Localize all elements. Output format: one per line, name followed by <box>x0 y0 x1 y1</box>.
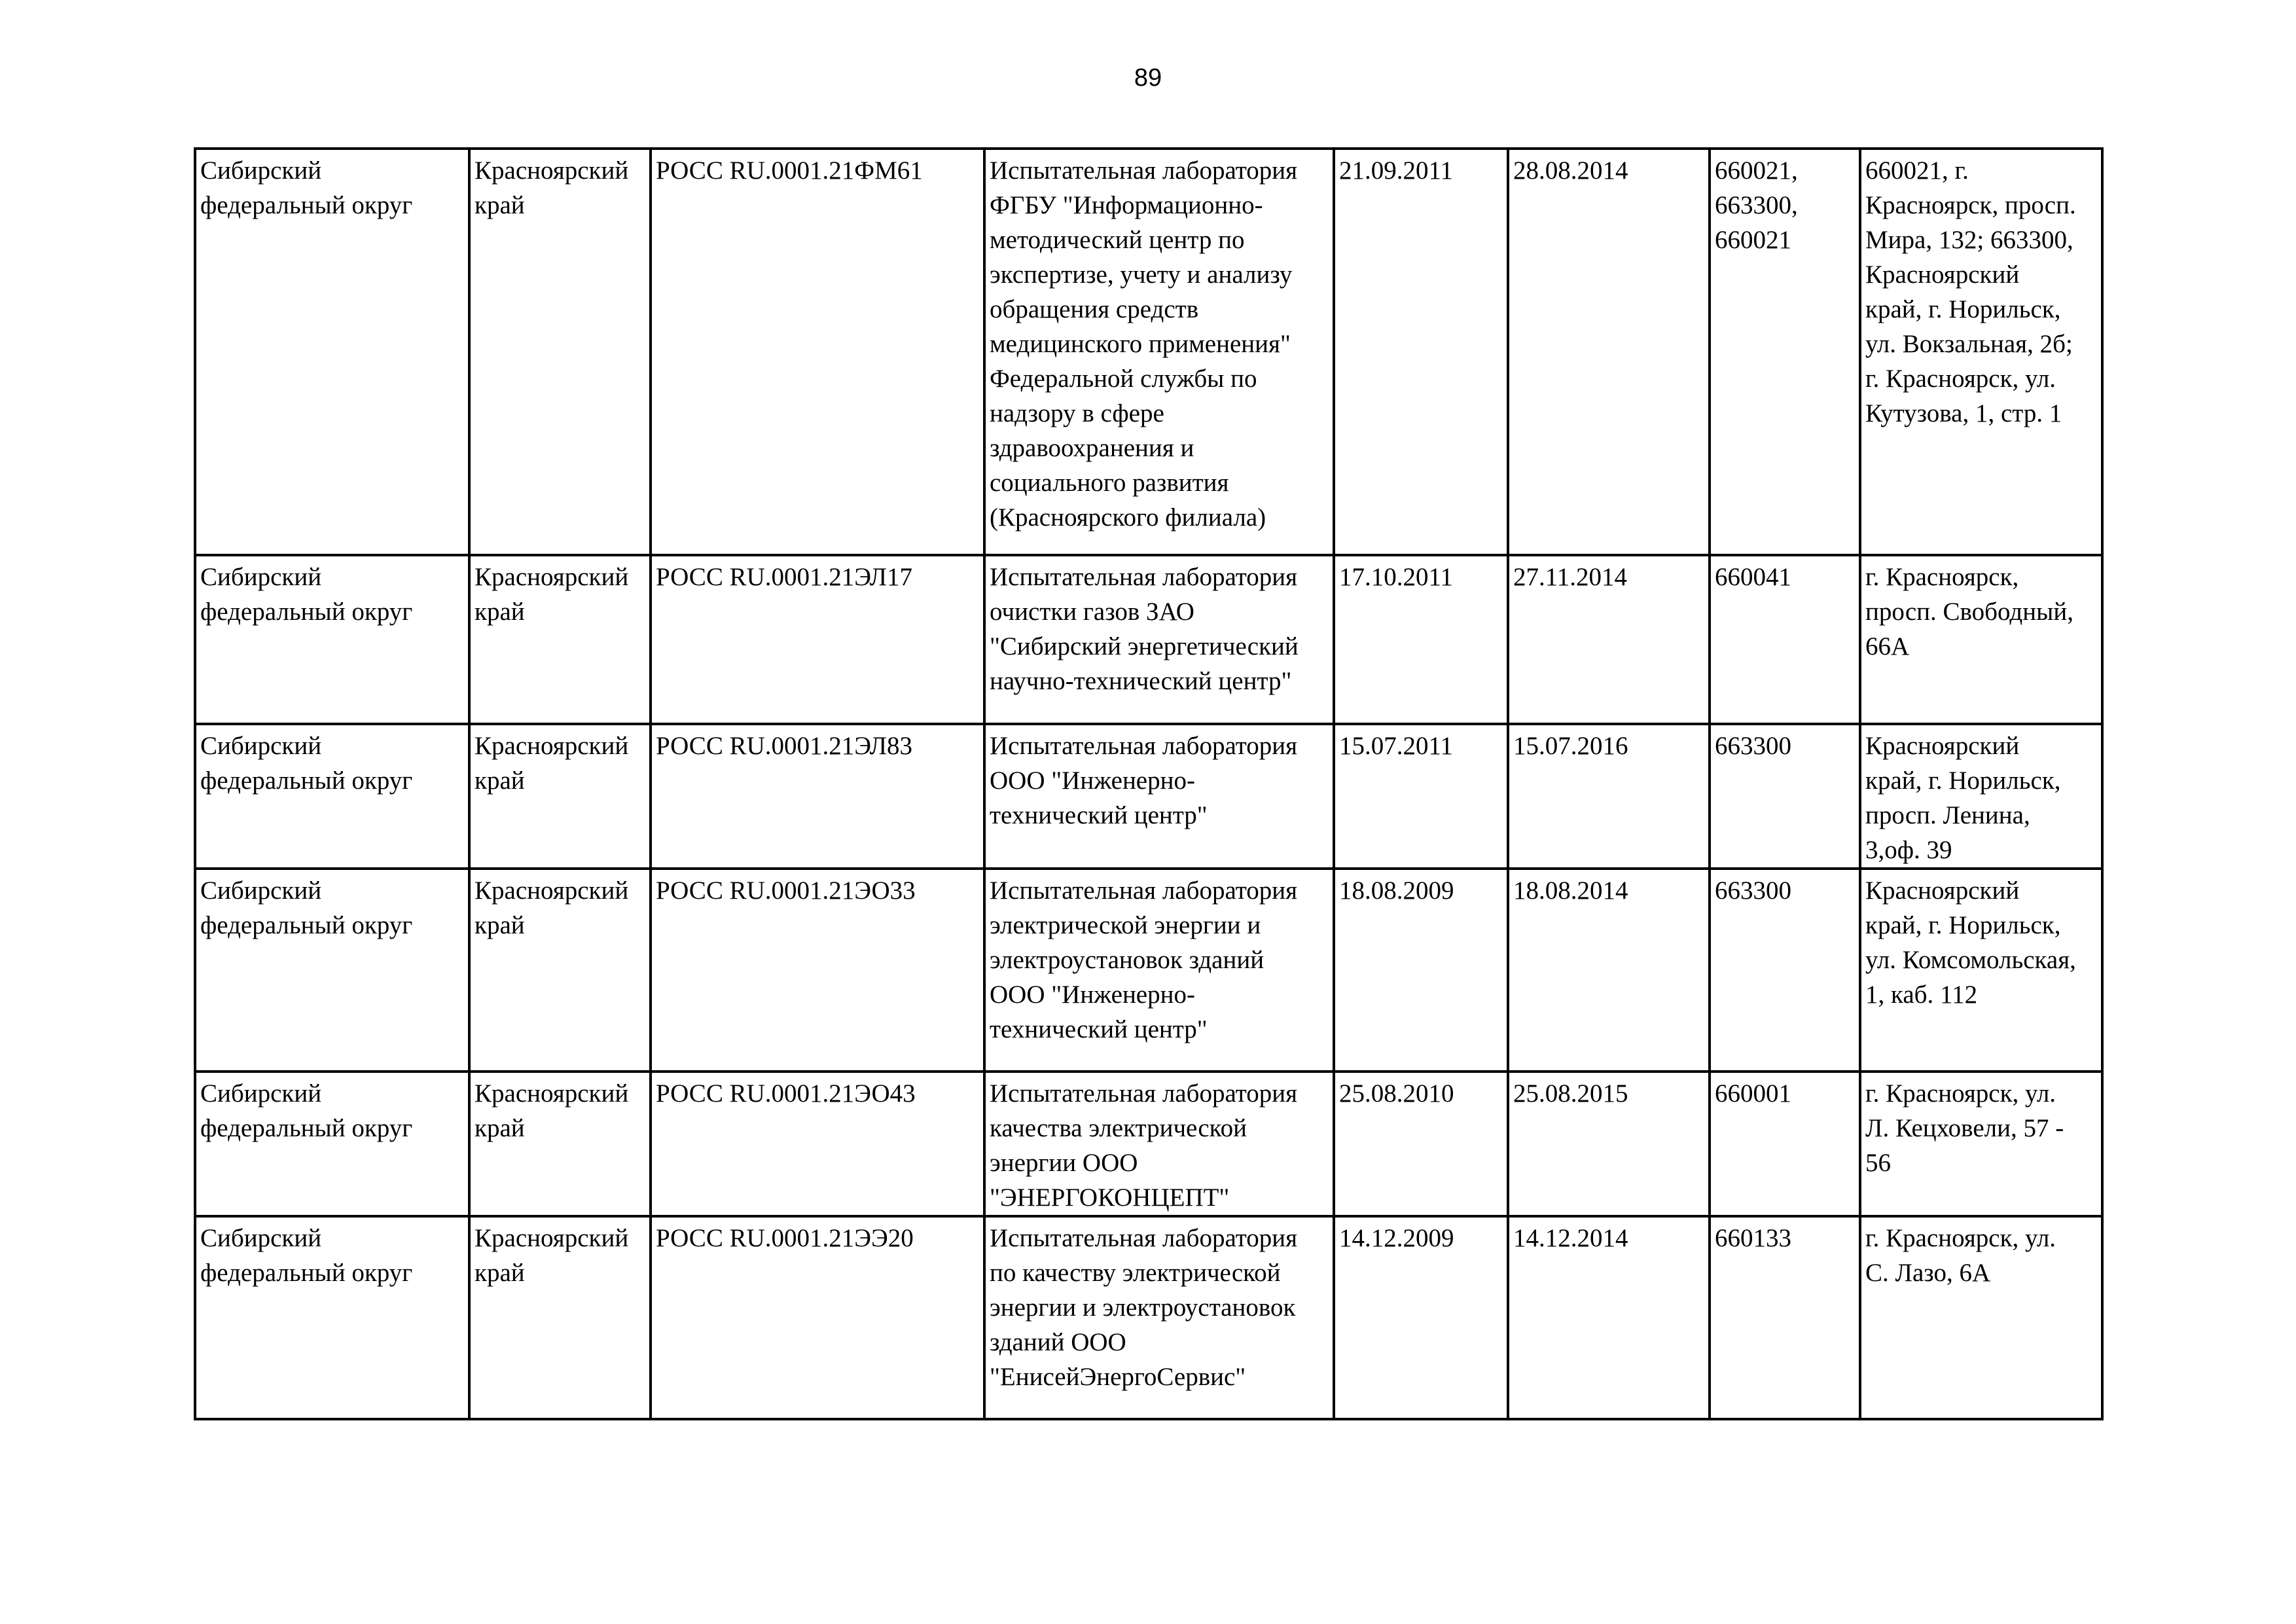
registry-table <box>194 147 2104 1420</box>
date-to-cell <box>1508 1216 1710 1419</box>
address-text: Красноярский край, г. Норильск, ул. Комсомольская, 1, каб. 112 <box>1865 876 2076 1009</box>
certificate-text: РОСС RU.0001.21ЭЛ83 <box>656 732 912 760</box>
table-row <box>195 724 2102 869</box>
postcode-cell <box>1710 555 1860 724</box>
table-row <box>195 149 2102 555</box>
organization-text: Испытательная лаборатория электрической энергии и электроустановок зданий ООО "Инженерно- технический центр" <box>990 876 1298 1043</box>
date-to-cell <box>1508 555 1710 724</box>
organization-text: Испытательная лаборатория очистки газов ЗАО "Сибирский энергетический научно-технический центр" <box>990 563 1299 695</box>
organization-text: Испытательная лаборатория качества электрической энергии ООО "ЭНЕРГОКОНЦЕПТ" <box>990 1079 1298 1212</box>
address-cell <box>1860 149 2102 555</box>
organization-text: Испытательная лаборатория ФГБУ "Информационно- методический центр по экспертизе, учету и анализу обращения средств медицинского применения" Федеральной службы по надзору в сфере здравоохранения и социального развития (Красноярского филиала) <box>990 156 1298 532</box>
region-cell <box>469 869 651 1072</box>
address-text: г. Красноярск, ул. Л. Кецховели, 57 - 56 <box>1865 1079 2064 1177</box>
date-to-text: 27.11.2014 <box>1513 563 1628 591</box>
date-from-text: 21.09.2011 <box>1339 156 1454 185</box>
certificate-text: РОСС RU.0001.21ЭЭ20 <box>656 1224 914 1252</box>
district-cell <box>195 869 469 1072</box>
organization-cell <box>984 1072 1334 1216</box>
date-from-text: 17.10.2011 <box>1339 563 1454 591</box>
table-row <box>195 555 2102 724</box>
date-to-text: 14.12.2014 <box>1513 1224 1628 1252</box>
page-number: 89 <box>1134 64 1162 92</box>
certificate-cell <box>651 555 984 724</box>
region-cell <box>469 724 651 869</box>
district-text: Сибирский федеральный округ <box>200 1079 413 1142</box>
postcode-text: 660001 <box>1715 1079 1791 1108</box>
organization-cell <box>984 724 1334 869</box>
date-from-text: 15.07.2011 <box>1339 732 1454 760</box>
address-text: г. Красноярск, просп. Свободный, 66А <box>1865 563 2073 660</box>
region-text: Красноярский край <box>475 732 629 795</box>
postcode-cell <box>1710 1216 1860 1419</box>
region-cell <box>469 555 651 724</box>
date-to-text: 25.08.2015 <box>1513 1079 1628 1108</box>
postcode-text: 663300 <box>1715 732 1791 760</box>
district-text: Сибирский федеральный округ <box>200 563 413 626</box>
certificate-text: РОСС RU.0001.21ЭО33 <box>656 876 916 905</box>
address-cell <box>1860 1216 2102 1419</box>
postcode-cell <box>1710 869 1860 1072</box>
postcode-text: 660133 <box>1715 1224 1791 1252</box>
date-to-cell <box>1508 724 1710 869</box>
district-text: Сибирский федеральный округ <box>200 1224 413 1287</box>
date-from-text: 14.12.2009 <box>1339 1224 1454 1252</box>
district-text: Сибирский федеральный округ <box>200 732 413 795</box>
region-text: Красноярский край <box>475 1224 629 1287</box>
district-cell <box>195 1216 469 1419</box>
organization-cell <box>984 1216 1334 1419</box>
date-from-text: 25.08.2010 <box>1339 1079 1454 1108</box>
district-cell <box>195 724 469 869</box>
region-cell <box>469 149 651 555</box>
postcode-cell <box>1710 149 1860 555</box>
address-cell <box>1860 1072 2102 1216</box>
date-from-cell <box>1334 1072 1508 1216</box>
address-text: Красноярский край, г. Норильск, просп. Ленина, 3,оф. 39 <box>1865 732 2061 864</box>
date-to-text: 18.08.2014 <box>1513 876 1628 905</box>
region-text: Красноярский край <box>475 563 629 626</box>
organization-cell <box>984 149 1334 555</box>
date-from-cell <box>1334 869 1508 1072</box>
date-from-cell <box>1334 1216 1508 1419</box>
postcode-text: 660021, 663300, 660021 <box>1715 156 1798 254</box>
certificate-cell <box>651 149 984 555</box>
certificate-text: РОСС RU.0001.21ФМ61 <box>656 156 923 185</box>
district-text: Сибирский федеральный округ <box>200 876 413 939</box>
postcode-cell <box>1710 1072 1860 1216</box>
region-cell <box>469 1216 651 1419</box>
certificate-cell <box>651 1072 984 1216</box>
organization-cell <box>984 869 1334 1072</box>
region-cell <box>469 1072 651 1216</box>
postcode-text: 663300 <box>1715 876 1791 905</box>
date-to-text: 28.08.2014 <box>1513 156 1628 185</box>
date-to-text: 15.07.2016 <box>1513 732 1628 760</box>
table-row <box>195 869 2102 1072</box>
date-to-cell <box>1508 1072 1710 1216</box>
district-text: Сибирский федеральный округ <box>200 156 413 219</box>
date-from-cell <box>1334 724 1508 869</box>
district-cell <box>195 1072 469 1216</box>
address-text: 660021, г. Красноярск, просп. Мира, 132; 663300, Красноярский край, г. Норильск, ул. Вокзальная, 2б; г. Красноярск, ул. Кутузова, 1, стр. 1 <box>1865 156 2076 427</box>
district-cell <box>195 149 469 555</box>
address-cell <box>1860 555 2102 724</box>
date-to-cell <box>1508 869 1710 1072</box>
certificate-cell <box>651 724 984 869</box>
table-row <box>195 1216 2102 1419</box>
region-text: Красноярский край <box>475 1079 629 1142</box>
certificate-cell <box>651 1216 984 1419</box>
address-cell <box>1860 869 2102 1072</box>
postcode-text: 660041 <box>1715 563 1791 591</box>
address-text: г. Красноярск, ул. С. Лазо, 6А <box>1865 1224 2056 1287</box>
registry-body <box>195 149 2102 1419</box>
region-text: Красноярский край <box>475 876 629 939</box>
date-from-cell <box>1334 555 1508 724</box>
certificate-text: РОСС RU.0001.21ЭО43 <box>656 1079 916 1108</box>
district-cell <box>195 555 469 724</box>
date-to-cell <box>1508 149 1710 555</box>
date-from-text: 18.08.2009 <box>1339 876 1454 905</box>
organization-text: Испытательная лаборатория по качеству электрической энергии и электроустановок зданий ООО "ЕнисейЭнергоСервис" <box>990 1224 1298 1391</box>
date-from-cell <box>1334 149 1508 555</box>
table-row <box>195 1072 2102 1216</box>
region-text: Красноярский край <box>475 156 629 219</box>
certificate-text: РОСС RU.0001.21ЭЛ17 <box>656 563 912 591</box>
address-cell <box>1860 724 2102 869</box>
postcode-cell <box>1710 724 1860 869</box>
certificate-cell <box>651 869 984 1072</box>
organization-text: Испытательная лаборатория ООО "Инженерно- технический центр" <box>990 732 1298 829</box>
organization-cell <box>984 555 1334 724</box>
